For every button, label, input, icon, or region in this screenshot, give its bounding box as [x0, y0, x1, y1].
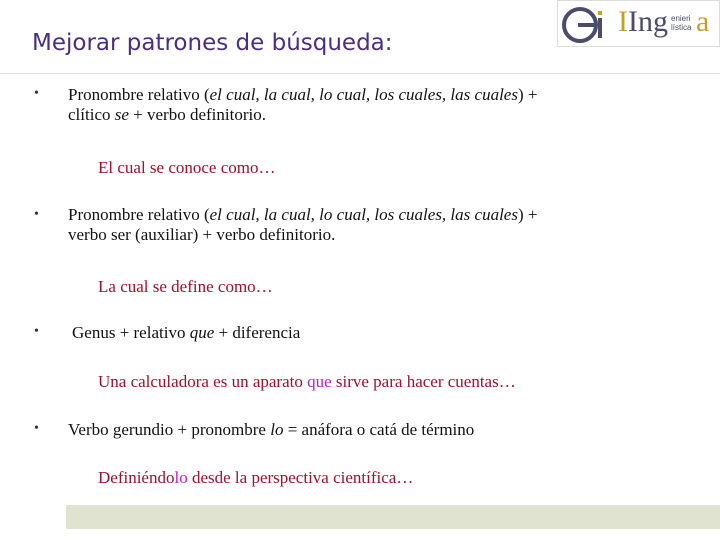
bullet-text: Genus + relativo que + diferencia [72, 323, 301, 342]
logo-wordmark: IIng a [618, 5, 710, 38]
ingenieria-linguistica-logo [557, 0, 720, 47]
example-text: Definiéndolo desde la perspectiva científica… [98, 468, 414, 487]
footer-bar [66, 505, 720, 529]
title-band [0, 0, 720, 74]
slide-title: Mejorar patrones de búsqueda: [32, 30, 393, 56]
bullet-marker: • [34, 421, 39, 436]
bullet-text: Verbo gerundio + pronombre lo = anáfora o catá de término [68, 420, 475, 439]
bullet-marker: • [34, 207, 39, 222]
logo-subtext-top: enieri [671, 14, 691, 23]
bullet-text: Pronombre relativo (el cual, la cual, lo cual, los cuales, las cuales) + verbo ser (auxiliar) + verbo definitorio. [68, 205, 538, 244]
logo-g-icon [558, 1, 618, 48]
bullet-marker: • [34, 86, 39, 101]
logo-subtext-bottom: lística [671, 23, 692, 32]
example-text: El cual se conoce como… [98, 158, 276, 177]
bullet-text: Pronombre relativo (el cual, la cual, lo cual, los cuales, las cuales) + clítico se + verbo definitorio. [68, 85, 538, 124]
example-text: Una calculadora es un aparato que sirve para hacer cuentas… [98, 372, 516, 391]
bullet-marker: • [34, 324, 39, 339]
example-text: La cual se define como… [98, 277, 273, 296]
